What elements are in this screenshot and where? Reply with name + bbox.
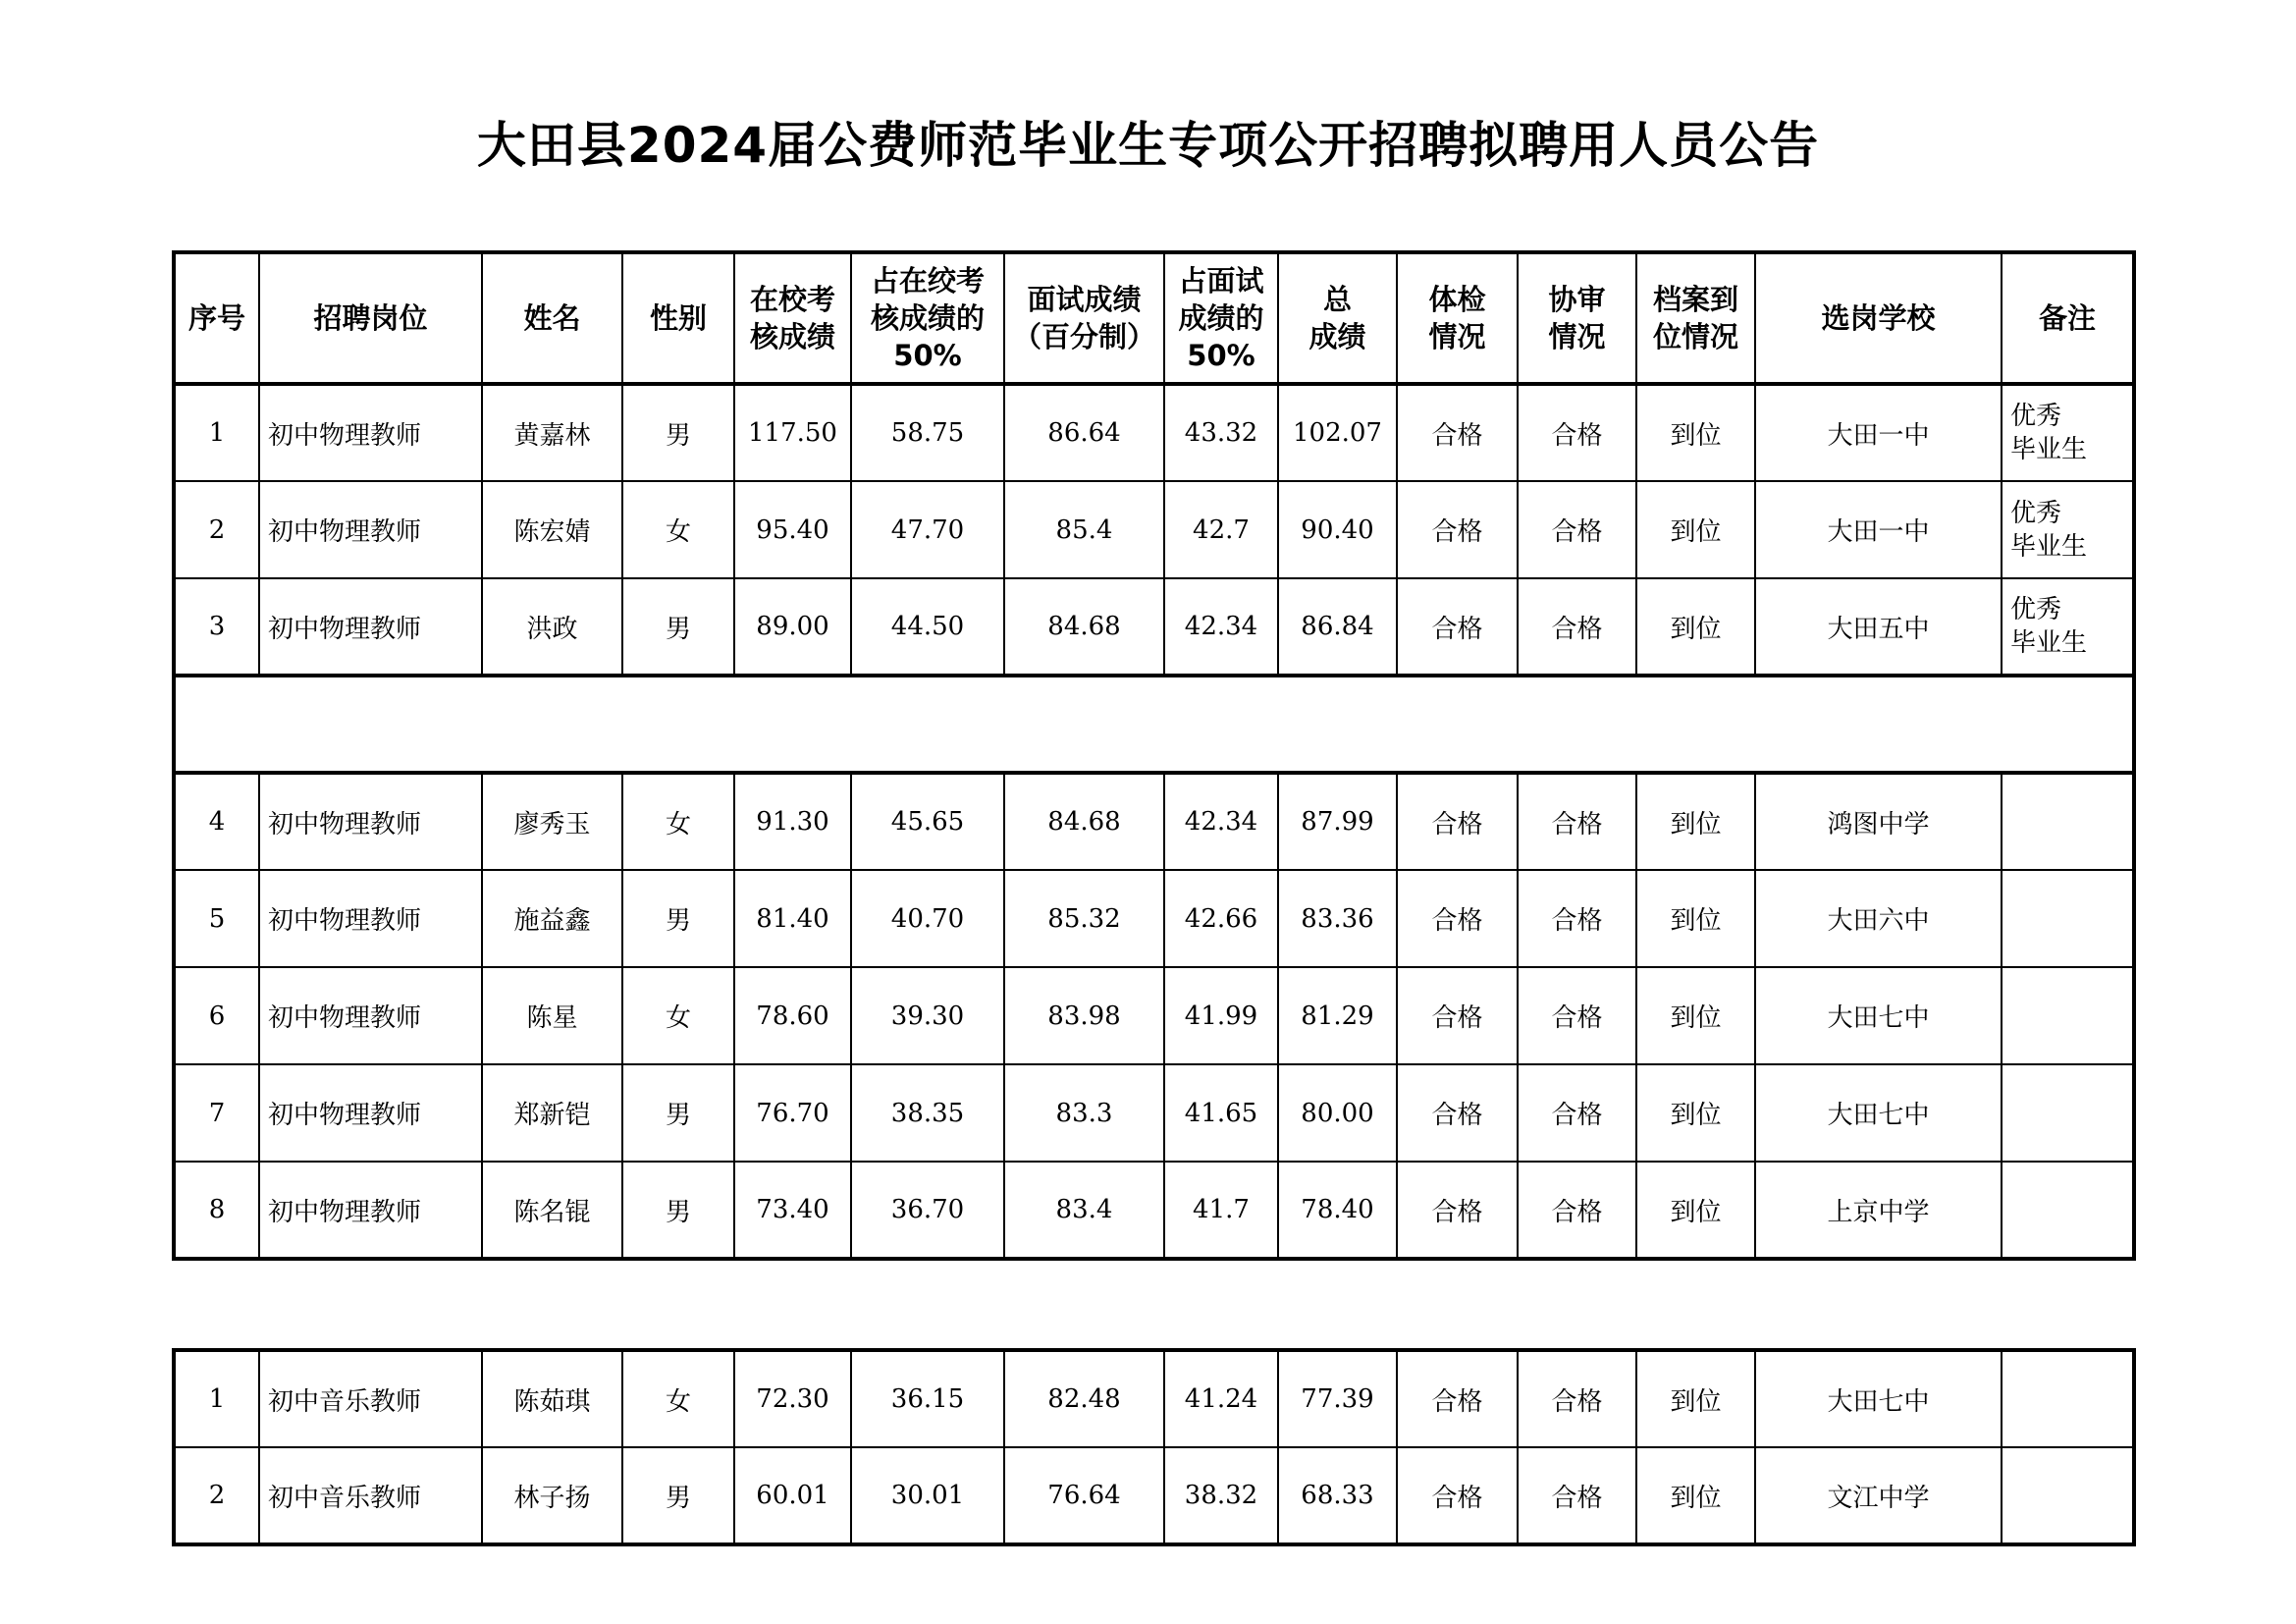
cell-note — [2002, 1162, 2134, 1259]
table-row — [174, 1447, 2134, 1544]
cell-school-score: 81.40 — [734, 870, 851, 967]
cell-school-half: 40.70 — [851, 870, 1004, 967]
cell-review: 合格 — [1518, 1064, 1636, 1162]
table-row — [174, 870, 2134, 967]
header-school: 选岗学校 — [1755, 252, 2002, 384]
cell-school-score: 73.40 — [734, 1162, 851, 1259]
header-post: 招聘岗位 — [259, 252, 482, 384]
cell-school: 大田六中 — [1755, 870, 2002, 967]
cell-archive: 到位 — [1636, 384, 1755, 481]
cell-review: 合格 — [1518, 967, 1636, 1064]
note-line: 优秀 — [2010, 498, 2062, 528]
cell-gender: 女 — [622, 481, 734, 578]
cell-total: 87.99 — [1278, 773, 1397, 870]
cell-total: 80.00 — [1278, 1064, 1397, 1162]
cell-total: 83.36 — [1278, 870, 1397, 967]
cell-name: 陈茹琪 — [482, 1350, 622, 1447]
cell-gender: 男 — [622, 1447, 734, 1544]
header-interview: 面试成绩 （百分制） — [1004, 252, 1164, 384]
cell-post: 初中物理教师 — [259, 1162, 482, 1259]
cell-archive: 到位 — [1636, 1162, 1755, 1259]
cell-review: 合格 — [1518, 773, 1636, 870]
cell-note — [2002, 481, 2134, 578]
cell-total: 86.84 — [1278, 578, 1397, 676]
cell-school: 上京中学 — [1755, 1162, 2002, 1259]
cell-name: 郑新铠 — [482, 1064, 622, 1162]
cell-school-score: 76.70 — [734, 1064, 851, 1162]
cell-archive: 到位 — [1636, 578, 1755, 676]
cell-interview-half: 41.24 — [1164, 1350, 1278, 1447]
cell-school-half: 45.65 — [851, 773, 1004, 870]
cell-review: 合格 — [1518, 1162, 1636, 1259]
cell-exam: 合格 — [1397, 1162, 1518, 1259]
cell-total: 77.39 — [1278, 1350, 1397, 1447]
cell-school-score: 91.30 — [734, 773, 851, 870]
cell-no: 1 — [174, 384, 259, 481]
cell-post: 初中物理教师 — [259, 1064, 482, 1162]
cell-interview: 76.64 — [1004, 1447, 1164, 1544]
cell-name: 黄嘉林 — [482, 384, 622, 481]
cell-interview: 83.4 — [1004, 1162, 1164, 1259]
cell-name: 施益鑫 — [482, 870, 622, 967]
note-line: 毕业生 — [2010, 628, 2088, 658]
cell-interview-half: 41.99 — [1164, 967, 1278, 1064]
cell-gender: 男 — [622, 1064, 734, 1162]
results-table-music — [172, 1348, 2136, 1546]
cell-name: 洪政 — [482, 578, 622, 676]
cell-school: 大田七中 — [1755, 1064, 2002, 1162]
cell-total: 78.40 — [1278, 1162, 1397, 1259]
cell-note — [2002, 1064, 2134, 1162]
table-row — [174, 481, 2134, 578]
cell-note — [2002, 967, 2134, 1064]
header-interview-half: 占面试 成绩的 50% — [1164, 252, 1278, 384]
cell-interview-half: 42.34 — [1164, 773, 1278, 870]
header-school-score: 在校考 核成绩 — [734, 252, 851, 384]
cell-school-score: 95.40 — [734, 481, 851, 578]
page-title: 大田县2024届公费师范毕业生专项公开招聘拟聘用人员公告 — [476, 117, 1820, 174]
cell-gender: 男 — [622, 578, 734, 676]
header-no: 序号 — [174, 252, 259, 384]
cell-school-score: 89.00 — [734, 578, 851, 676]
cell-interview: 85.4 — [1004, 481, 1164, 578]
cell-school-score: 78.60 — [734, 967, 851, 1064]
cell-school-half: 36.70 — [851, 1162, 1004, 1259]
cell-school-half: 38.35 — [851, 1064, 1004, 1162]
cell-exam: 合格 — [1397, 773, 1518, 870]
cell-interview-half: 38.32 — [1164, 1447, 1278, 1544]
cell-no: 3 — [174, 578, 259, 676]
cell-school-half: 39.30 — [851, 967, 1004, 1064]
cell-archive: 到位 — [1636, 967, 1755, 1064]
cell-total: 81.29 — [1278, 967, 1397, 1064]
cell-no: 2 — [174, 481, 259, 578]
cell-note — [2002, 870, 2134, 967]
cell-review: 合格 — [1518, 384, 1636, 481]
header-review: 协审 情况 — [1518, 252, 1636, 384]
cell-gender: 男 — [622, 384, 734, 481]
cell-post: 初中物理教师 — [259, 967, 482, 1064]
cell-gender: 女 — [622, 1350, 734, 1447]
cell-review: 合格 — [1518, 1447, 1636, 1544]
cell-exam: 合格 — [1397, 1447, 1518, 1544]
cell-no: 5 — [174, 870, 259, 967]
cell-post: 初中音乐教师 — [259, 1447, 482, 1544]
header-gender: 性别 — [622, 252, 734, 384]
cell-school: 大田五中 — [1755, 578, 2002, 676]
cell-interview: 84.68 — [1004, 578, 1164, 676]
cell-post: 初中物理教师 — [259, 384, 482, 481]
cell-interview: 84.68 — [1004, 773, 1164, 870]
note-line: 优秀 — [2010, 402, 2062, 431]
header-archive: 档案到 位情况 — [1636, 252, 1755, 384]
header-total: 总 成绩 — [1278, 252, 1397, 384]
cell-interview-half: 42.34 — [1164, 578, 1278, 676]
cell-name: 林子扬 — [482, 1447, 622, 1544]
note-line: 优秀 — [2010, 595, 2062, 624]
cell-archive: 到位 — [1636, 481, 1755, 578]
header-note: 备注 — [2002, 252, 2134, 384]
cell-interview: 83.3 — [1004, 1064, 1164, 1162]
note-line: 毕业生 — [2010, 531, 2088, 562]
blank-separator-row — [174, 676, 2134, 773]
cell-no: 6 — [174, 967, 259, 1064]
cell-review: 合格 — [1518, 578, 1636, 676]
cell-no: 7 — [174, 1064, 259, 1162]
cell-note — [2002, 1350, 2134, 1447]
cell-school-half: 30.01 — [851, 1447, 1004, 1544]
cell-school-score: 60.01 — [734, 1447, 851, 1544]
header-exam: 体检 情况 — [1397, 252, 1518, 384]
cell-exam: 合格 — [1397, 967, 1518, 1064]
cell-school-score: 72.30 — [734, 1350, 851, 1447]
cell-interview-half: 42.66 — [1164, 870, 1278, 967]
cell-note — [2002, 578, 2134, 676]
cell-school-half: 47.70 — [851, 481, 1004, 578]
cell-school: 文江中学 — [1755, 1447, 2002, 1544]
table-row — [174, 578, 2134, 676]
cell-name: 陈星 — [482, 967, 622, 1064]
cell-school-score: 117.50 — [734, 384, 851, 481]
cell-interview-half: 41.65 — [1164, 1064, 1278, 1162]
table-header-row — [174, 252, 2134, 384]
table-row — [174, 1064, 2134, 1162]
cell-school: 大田七中 — [1755, 967, 2002, 1064]
cell-post: 初中音乐教师 — [259, 1350, 482, 1447]
cell-total: 90.40 — [1278, 481, 1397, 578]
cell-gender: 男 — [622, 870, 734, 967]
cell-note — [2002, 1447, 2134, 1544]
cell-note — [2002, 384, 2134, 481]
cell-exam: 合格 — [1397, 1350, 1518, 1447]
cell-exam: 合格 — [1397, 1064, 1518, 1162]
cell-name: 陈宏婧 — [482, 481, 622, 578]
cell-review: 合格 — [1518, 481, 1636, 578]
cell-no: 1 — [174, 1350, 259, 1447]
table-row — [174, 1350, 2134, 1447]
cell-school-half: 36.15 — [851, 1350, 1004, 1447]
cell-review: 合格 — [1518, 1350, 1636, 1447]
cell-post: 初中物理教师 — [259, 870, 482, 967]
table-row — [174, 967, 2134, 1064]
cell-post: 初中物理教师 — [259, 578, 482, 676]
cell-interview: 82.48 — [1004, 1350, 1164, 1447]
cell-exam: 合格 — [1397, 384, 1518, 481]
cell-no: 2 — [174, 1447, 259, 1544]
cell-total: 102.07 — [1278, 384, 1397, 481]
cell-interview: 85.32 — [1004, 870, 1164, 967]
cell-school: 大田一中 — [1755, 384, 2002, 481]
cell-name: 陈名锟 — [482, 1162, 622, 1259]
cell-school: 大田七中 — [1755, 1350, 2002, 1447]
cell-school: 大田一中 — [1755, 481, 2002, 578]
results-table-physics — [172, 250, 2136, 1261]
cell-gender: 女 — [622, 967, 734, 1064]
cell-interview: 83.98 — [1004, 967, 1164, 1064]
table-row — [174, 773, 2134, 870]
cell-no: 4 — [174, 773, 259, 870]
cell-exam: 合格 — [1397, 481, 1518, 578]
cell-archive: 到位 — [1636, 773, 1755, 870]
cell-interview: 86.64 — [1004, 384, 1164, 481]
cell-no: 8 — [174, 1162, 259, 1259]
cell-gender: 男 — [622, 1162, 734, 1259]
cell-gender: 女 — [622, 773, 734, 870]
table-row — [174, 384, 2134, 481]
cell-archive: 到位 — [1636, 870, 1755, 967]
header-school-half: 占在绞考 核成绩的 50% — [851, 252, 1004, 384]
header-name: 姓名 — [482, 252, 622, 384]
cell-review: 合格 — [1518, 870, 1636, 967]
cell-interview-half: 41.7 — [1164, 1162, 1278, 1259]
cell-name: 廖秀玉 — [482, 773, 622, 870]
cell-archive: 到位 — [1636, 1064, 1755, 1162]
table-row — [174, 1162, 2134, 1259]
cell-note — [2002, 773, 2134, 870]
cell-interview-half: 43.32 — [1164, 384, 1278, 481]
cell-exam: 合格 — [1397, 870, 1518, 967]
cell-exam: 合格 — [1397, 578, 1518, 676]
cell-school-half: 44.50 — [851, 578, 1004, 676]
cell-total: 68.33 — [1278, 1447, 1397, 1544]
cell-post: 初中物理教师 — [259, 773, 482, 870]
cell-archive: 到位 — [1636, 1447, 1755, 1544]
note-line: 毕业生 — [2010, 435, 2088, 464]
cell-archive: 到位 — [1636, 1350, 1755, 1447]
cell-interview-half: 42.7 — [1164, 481, 1278, 578]
cell-post: 初中物理教师 — [259, 481, 482, 578]
cell-school: 鸿图中学 — [1755, 773, 2002, 870]
cell-school-half: 58.75 — [851, 384, 1004, 481]
